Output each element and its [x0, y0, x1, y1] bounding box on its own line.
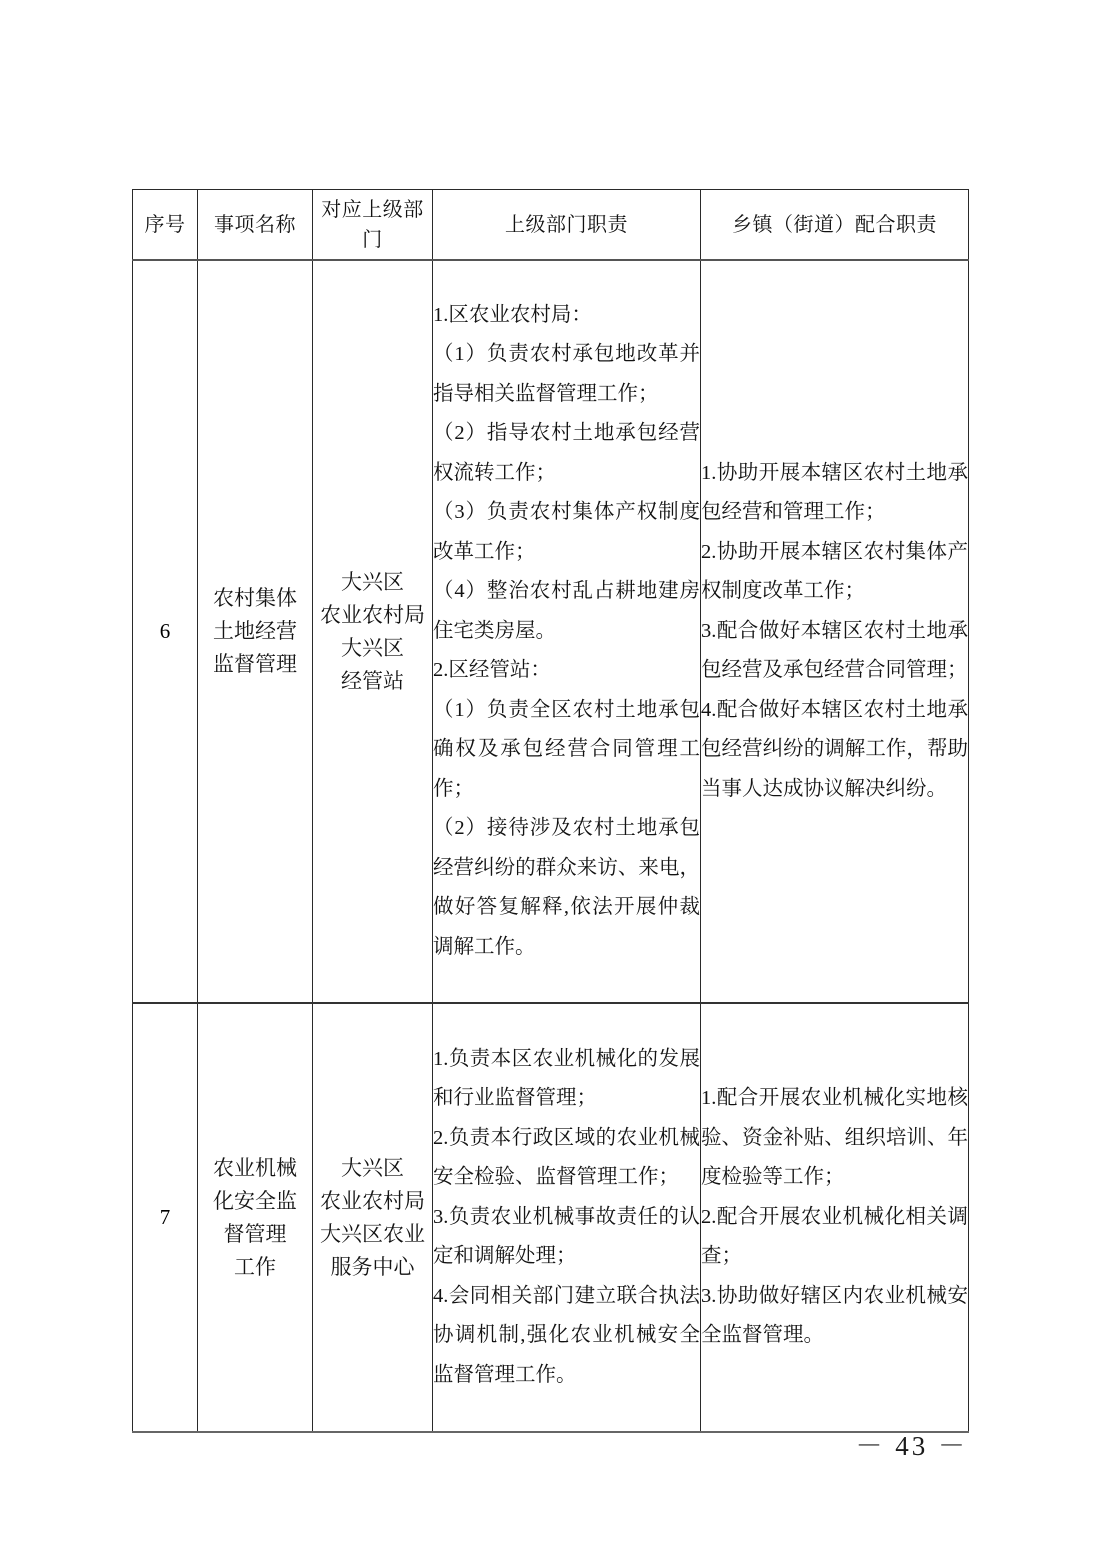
- cell-superior-department: [313, 260, 433, 1003]
- department-line: 大兴区: [341, 1155, 404, 1180]
- table-header: [133, 190, 969, 261]
- department-line: 农业农村局: [320, 1188, 425, 1213]
- duty-paragraph: （2）指导农村土地承包经营权流转工作；: [433, 422, 700, 484]
- department-line: 服务中心: [330, 1254, 415, 1279]
- cell-township-duties: [701, 260, 969, 1003]
- item-name-line: 工作: [234, 1254, 276, 1279]
- column-header-superior-duties-label: 上级部门职责: [505, 213, 628, 236]
- item-name-line: 监督管理: [213, 652, 297, 676]
- department-line: 大兴区农业: [320, 1221, 425, 1246]
- duty-paragraph: 2.负责本行政区域的农业机械安全检验、监督管理工作；: [433, 1126, 700, 1189]
- township-duty-paragraph: 1.配合开展农业机械化实地核验、资金补贴、组织培训、年度检验等工作；: [701, 1087, 968, 1189]
- department-line: 大兴区: [341, 569, 404, 594]
- cell-item-name: [198, 1003, 313, 1432]
- duty-paragraph: 1.负责本区农业机械化的发展和行业监督管理；: [433, 1047, 700, 1110]
- column-header-superior-department-label: 对应上级部门: [321, 198, 424, 251]
- duty-paragraph: （1）负责农村承包地改革并指导相关监督管理工作；: [433, 343, 700, 405]
- duty-paragraph: （4）整治农村乱占耕地建房住宅类房屋。: [433, 580, 700, 642]
- duty-paragraph: 1.区农业农村局：: [433, 303, 592, 326]
- township-duty-paragraph: 2.协助开展本辖区农村集体产权制度改革工作；: [701, 540, 968, 603]
- cell-township-duties: [701, 1003, 969, 1432]
- column-header-item-name: [198, 190, 313, 261]
- item-name-line: 督管理: [223, 1221, 287, 1246]
- township-duty-paragraph: 3.协助做好辖区内农业机械安全监督管理。: [701, 1284, 968, 1347]
- column-header-township-duties: [701, 190, 969, 261]
- duty-paragraph: 2.区经管站：: [433, 659, 551, 682]
- cell-superior-duties: [433, 1003, 701, 1432]
- column-header-superior-duties: [433, 190, 701, 261]
- column-header-township-duties-label: 乡镇（街道）配合职责: [732, 213, 937, 236]
- cell-superior-department: [313, 1003, 433, 1432]
- column-header-superior-department: [313, 190, 433, 261]
- department-line: 农业农村局: [320, 602, 425, 627]
- duty-paragraph: （2）接待涉及农村土地承包经营纠纷的群众来访、来电，做好答复解释,依法开展仲裁调解工作。: [433, 817, 700, 958]
- cell-item-name: [198, 260, 313, 1003]
- page-number: － 43 －: [855, 1431, 968, 1461]
- item-name-line: 农业机械: [213, 1155, 297, 1180]
- department-line: 大兴区: [341, 635, 404, 660]
- responsibility-table: [132, 189, 969, 1433]
- cell-serial-number: 6: [133, 260, 198, 1003]
- table-row: [133, 260, 969, 1003]
- duty-paragraph: （1）负责全区农村土地承包确权及承包经营合同管理工作；: [433, 698, 700, 800]
- duty-paragraph: 4.会同相关部门建立联合执法协调机制,强化农业机械安全监督管理工作。: [433, 1284, 700, 1386]
- cell-superior-duties: [433, 260, 701, 1003]
- column-header-serial-number-label: 序号: [144, 213, 186, 236]
- table-header-row: [133, 190, 969, 261]
- cell-serial-number: 7: [133, 1003, 198, 1432]
- table-body: [133, 260, 969, 1432]
- duty-paragraph: （3）负责农村集体产权制度改革工作；: [433, 501, 700, 563]
- column-header-serial-number: [133, 190, 198, 261]
- department-line: 经管站: [341, 668, 404, 693]
- item-name-line: 化安全监: [213, 1188, 297, 1213]
- township-duty-paragraph: 2.配合开展农业机械化相关调查；: [701, 1205, 968, 1268]
- township-duty-paragraph: 3.配合做好本辖区农村土地承包经营及承包经营合同管理；: [701, 619, 968, 682]
- item-name-line: 农村集体: [213, 586, 297, 610]
- duty-paragraph: 3.负责农业机械事故责任的认定和调解处理；: [433, 1205, 700, 1268]
- township-duty-paragraph: 1.协助开展本辖区农村土地承包经营和管理工作；: [701, 461, 968, 524]
- item-name-line: 土地经营: [213, 619, 297, 643]
- table-row: [133, 1003, 969, 1432]
- column-header-item-name-label: 事项名称: [214, 213, 296, 236]
- township-duty-paragraph: 4.配合做好本辖区农村土地承包经营纠纷的调解工作，帮助当事人达成协议解决纠纷。: [701, 698, 968, 800]
